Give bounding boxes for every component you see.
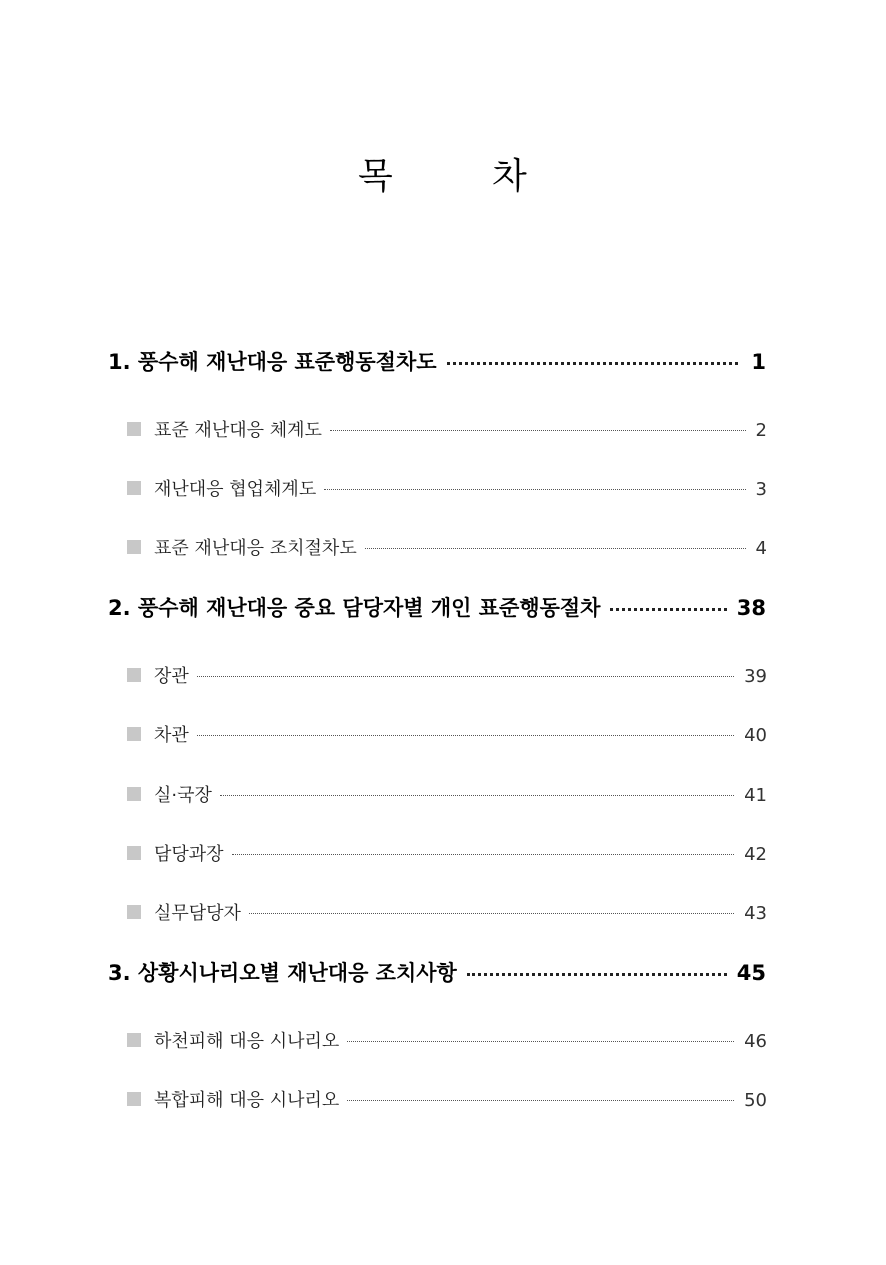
square-bullet-icon [127,481,141,495]
title-char-1: 목 [358,156,393,197]
dot-leader [365,548,746,549]
toc-item[interactable] [127,899,767,923]
item-label: 실·국장 [154,785,212,806]
toc-section-1[interactable] [108,346,766,376]
toc-item[interactable] [127,662,767,686]
item-label: 표준 재난대응 체계도 [154,420,322,441]
square-bullet-icon [127,1033,141,1047]
section-label: 3. 상황시나리오별 재난대응 조치사항 [108,961,457,985]
square-bullet-icon [127,787,141,801]
item-label: 담당과장 [154,844,224,865]
item-label: 장관 [154,666,189,687]
square-bullet-icon [127,540,141,554]
item-label: 재난대응 협업체계도 [154,479,317,500]
dot-leader [197,735,734,736]
dot-leader [347,1100,734,1101]
square-bullet-icon [127,846,141,860]
section-page-number: 45 [736,961,766,985]
section-label: 2. 풍수해 재난대응 중요 담당자별 개인 표준행동절차 [108,596,601,620]
item-page-number: 43 [744,903,767,924]
dot-leader [249,913,734,914]
item-page-number: 41 [744,785,767,806]
item-label: 복합피해 대응 시나리오 [154,1090,340,1111]
toc-section-3[interactable] [108,957,766,987]
toc-item[interactable] [127,840,767,864]
toc-item[interactable] [127,1027,767,1051]
dot-leader [447,362,738,365]
square-bullet-icon [127,727,141,741]
section-label: 1. 풍수해 재난대응 표준행동절차도 [108,350,437,374]
item-page-number: 2 [755,420,767,441]
item-label: 하천피해 대응 시나리오 [154,1031,340,1052]
item-page-number: 39 [744,666,767,687]
toc-item[interactable] [127,416,767,440]
section-page-number: 38 [736,596,766,620]
toc-section-2[interactable] [108,592,766,622]
dot-leader [347,1041,734,1042]
square-bullet-icon [127,905,141,919]
item-label: 표준 재난대응 조치절차도 [154,538,357,559]
dot-leader [467,973,727,976]
toc-item[interactable] [127,1086,767,1110]
dot-leader [324,489,745,490]
toc-item[interactable] [127,475,767,499]
item-label: 실무담당자 [154,903,241,924]
page-title [0,148,886,196]
square-bullet-icon [127,422,141,436]
dot-leader [232,854,735,855]
square-bullet-icon [127,1092,141,1106]
dot-leader [197,676,734,677]
item-page-number: 40 [744,725,767,746]
square-bullet-icon [127,668,141,682]
dot-leader [610,608,726,611]
dot-leader [220,795,734,796]
toc-item[interactable] [127,534,767,558]
title-char-2: 차 [492,156,527,197]
toc-item[interactable] [127,781,767,805]
item-page-number: 42 [744,844,767,865]
toc-item[interactable] [127,721,767,745]
item-page-number: 3 [755,479,767,500]
item-page-number: 4 [755,538,767,559]
item-label: 차관 [154,725,189,746]
section-page-number: 1 [751,350,766,374]
item-page-number: 46 [744,1031,767,1052]
dot-leader [330,430,746,431]
item-page-number: 50 [744,1090,767,1111]
